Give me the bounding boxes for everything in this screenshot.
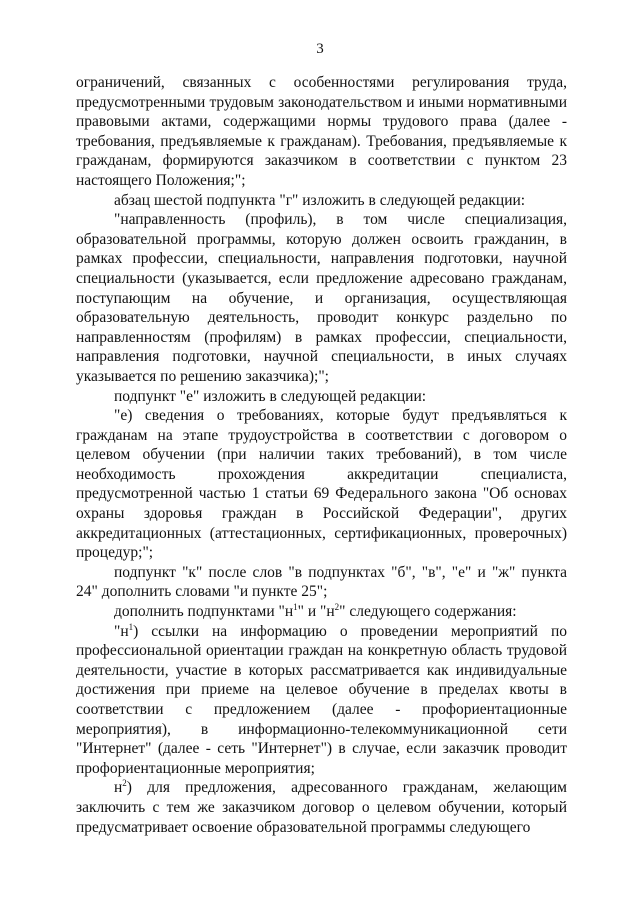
paragraph: подпункт "к" после слов "в подпунктах "б", "в", "е" и "ж" пункта 24" дополнить словами "и пункте 25"; [76, 563, 567, 601]
paragraph: ограничений, связанных с особенностями регулирования труда, предусмотренными трудовым законодательством и иными нормативными правовыми актами, содержащими нормы трудового права (далее - требования, предъявляемые к гражданам). Требования, предъявляемые к гражданам, формируются заказчиком в соответствии с пунктом 23 настоящего Положения;"; [76, 74, 567, 189]
body-text [76, 73, 567, 837]
text-run: ) ссылки на информацию о проведении мероприятий по профессиональной ориентации граждан на конкретную область трудовой деятельности, участие в которых рассматривается как индивидуальные достижения при приеме на целевое обучение в пределах квоты в соответствии с предложением (далее - профориентационные мероприятия), в информационно-телекоммуникационной сети "Интернет" (далее - сеть "Интернет") в случае, если заказчик проводит профориентационные мероприятия; [76, 622, 567, 777]
text-run: " следующего содержания: [339, 603, 517, 621]
paragraph [76, 602, 567, 622]
text-run: "н [114, 622, 129, 640]
text-run: ) для предложения, адресованного гражданам, желающим заключить с тем же заказчиком договор о целевом обучении, который предусматривает освоение образовательной программы следующего [76, 779, 567, 836]
paragraph [76, 622, 567, 779]
paragraph [76, 778, 567, 837]
paragraph: подпункт "е" изложить в следующей редакции: [114, 387, 427, 405]
text-run: н [114, 779, 123, 797]
superscript: 1 [293, 602, 298, 613]
paragraph: "е) сведения о требованиях, которые будут предъявляться к гражданам на этапе трудоустройства в соответствии с договором о целевом обучении (при наличии таких требований), в том числе необходимость прохождения аккредитации специалиста, предусмотренной частью 1 статьи 69 Федерального закона "Об основах охраны здоровья граждан в Российской Федерации", других аккредитационных (аттестационных, сертификационных, проверочных) процедур;"; [76, 407, 567, 562]
text-run: " и "н [297, 603, 335, 621]
superscript: 1 [128, 621, 134, 632]
paragraph: "направленность (профиль), в том числе специализация, образовательной программы, которую должен освоить гражданин, в рамках профессии, специальности, направления подготовки, научной специальности (указывается, если предложение адресовано гражданам, поступающим на обучение, и организация, осуществляющая образовательную деятельность, проводит конкурс раздельно по направленностям (профилям) в рамках профессии, специальности, направления подготовки, научной специальности, в иных случаях указывается по решению заказчика);"; [76, 211, 567, 385]
paragraph: абзац шестой подпункта "г" изложить в следующей редакции: [114, 191, 526, 209]
superscript: 2 [334, 602, 340, 613]
page-number: 3 [316, 41, 324, 57]
text-run: дополнить подпунктами "н [114, 603, 294, 621]
superscript: 2 [122, 778, 127, 789]
